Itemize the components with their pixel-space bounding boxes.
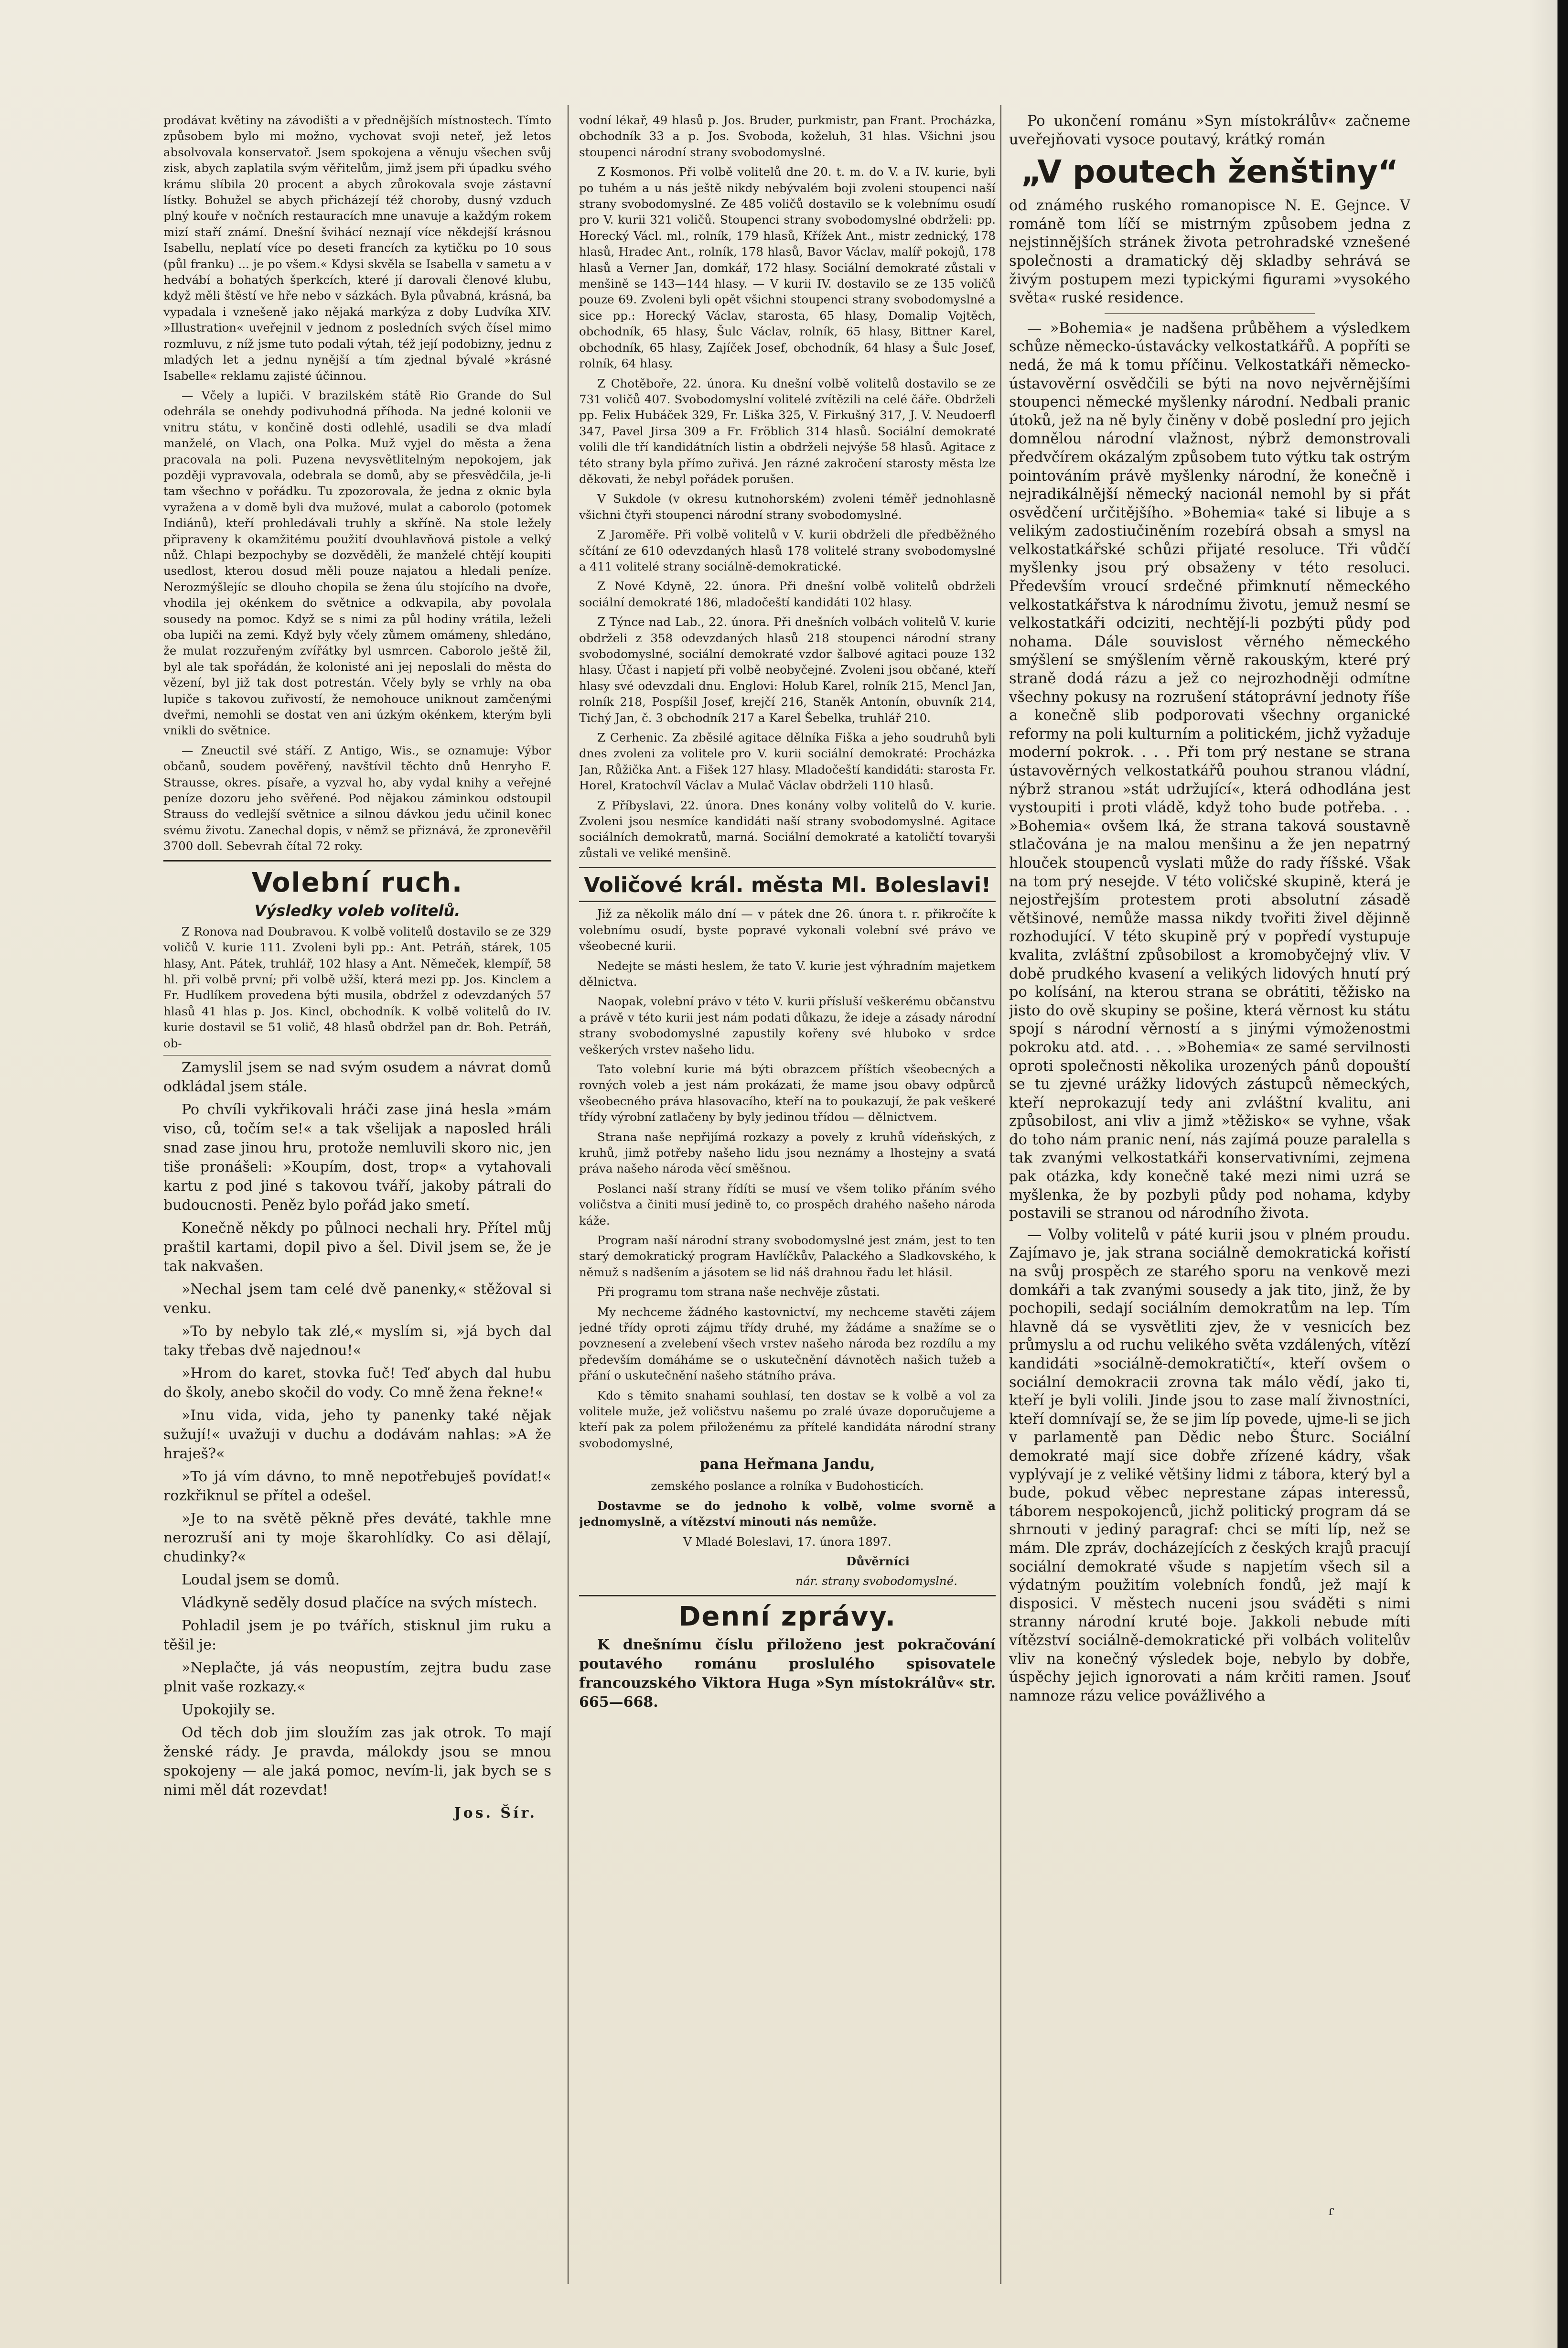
article-text: prodávat květiny na závodišti a v přednějších místnostech. Tímto způsobem bylo mi možno, vychovat svoji neteř, jež letos absolvovala konservatoř. Jsem spokojena a věnuju všechen svůj zisk, abych zaplatila svým věřitelům, jimž jsem při úpadku svého krámu slíbila 20 procent a abych zůrokovala svoje zástavní lístky. Bohužel se abych přicházejí též choroby, dusný vzduch plný kouře v nočních restauracích mne unavuje a každým rokem mizí staří známí. Dnešní švihácí neznají více někdejší krásnou Isabellu, neplatí více po deseti francích za kytičku po 10 sous (půl franku) ... je po všem.« Kdysi skvěla se Isabella v sametu a v hedvábí a bohatých šperkcích, které jí darovali členové klubu, když měli štěstí ve hře nebo v sázkách. Byla půvabná, krásná, ba vypadala i vznešeně jako nějaká markýza z doby Ludvíka XIV. »Illustration« uveřejnil v jednom z posledních svých čísel mimo rozmluvu, z níž jsme tuto podali výtah, též její podobizny, jednu z mladých let a jednu nynější a tím zjednal bývalé »krásné Isabelle« reklamu zajisté účinnou.: [163, 113, 551, 383]
election-result-sukdol: V Sukdole (v okresu kutnohorském) zvoleni téměř jednohlasně všichni čtyři stoupenci národní strany svobodomyslné.: [579, 492, 996, 522]
election-results-ronov: Z Ronova nad Doubravou. K volbě volitelů dostavilo se ze 329 voličů V. kurie 111. Zvoleni byli pp.: Ant. Petráň, stárek, 105 hlasy, Ant. Pátek, truhlář, 102 hlasy a Ant. Němeček, klempíř, 58 hl. při volbě první; při volbě užší, která mezi pp. Jos. Kinclem a Fr. Hudlíkem provedena býti musila, obdržel z odevzdaných 57 hlasů 41 hlas p. Jos. Kincl, obchodník. K volbě volitelů do IV. kurie dostavil se 51 volič, 48 hlasů obdržel pan dr. Boh. Petráň, ob-: [163, 924, 551, 1050]
story-paragraph: Zamyslil jsem se nad svým osudem a návrat domů odkládal jsem stále.: [163, 1059, 551, 1095]
novel-description: od známého ruského romanopisce N. E. Gejnce. V románě tom líčí se mistrným způsobem jedna z nejstinnějších stránek života petrohradské vznešené společnosti a dramatický děj skladby sehrává se živým postupem mezi typickými figurami »vysokého světa« ruské residence.: [1009, 197, 1410, 307]
story-paragraph: Po chvíli vykřikovali hráči zase jiná hesla »mám viso, ců, točím se!« a tak všelijak a naposled hráli snad zase jinou hru, protože nemluvili skoro nic, jen tiše pronášeli: »Koupím, dost, trop« a vytahovali kartu z pod jiné s takovou tváří, jakoby pátrali do budoucnosti. Peněz bylo pořád jako smetí.: [163, 1101, 551, 1214]
appeal-dateline: V Mladé Boleslavi, 17. února 1897.: [683, 1534, 891, 1549]
section-divider: [1105, 313, 1315, 314]
page-fold-shadow: [1529, 0, 1557, 2348]
story-paragraph: »To já vím dávno, to mně nepotřebuješ povídat!« rozkřiknul se přítel a odešel.: [163, 1468, 551, 1504]
candidate-description: zemského poslance a rolníka v Budohosticích.: [651, 1479, 924, 1493]
election-result-chotebor: Z Chotěboře, 22. února. Ku dnešní volbě volitelů dostavilo se ze 731 voličů 407. Svobodomyslní volitelé zvítězili na celé čáře. Obdrželi pp. Felix Hubáček 329, Fr. Liška 325, V. Firkušný 317, J. V. Neudoerfl 347, Pavel Jirsa 309 a Fr. Fröblich 314 hlasů. Sociální demokraté volili dle tří kandidátních listin a obdrželi nejvýše 58 hlasů. Agitace z této strany byla přímo zuřivá. Jen rázné zakročení starosty města lze děkovati, že nebyl pořádek porušen.: [579, 376, 996, 486]
section-divider: [163, 1055, 551, 1056]
section-divider: [163, 860, 551, 862]
story-paragraph: »To by nebylo tak zlé,« myslím si, »já bych dal taky třebas dvě najednou!«: [163, 1323, 551, 1359]
column-rule-right: [1000, 105, 1001, 2284]
story-paragraph: »Hrom do karet, stovka fuč! Teď abych dal hubu do školy, anebo skočil do vody. Co mně žena řekne!«: [163, 1365, 551, 1401]
election-result-jaromer: Z Jaroměře. Při volbě volitelů v V. kurii obdrželi dle předběžného sčítání ze 610 odevzdaných hlasů 178 volitelé strany svobodomyslné a 411 volitelé strany sociálně-demokratické.: [579, 528, 996, 573]
election-result-nova-kdyne: Z Nové Kdyně, 22. února. Při dnešní volbě volitelů obdrželi sociální demokraté 186, mladočeští kandidáti 102 hlasy.: [579, 579, 996, 609]
author-signature: Jos. Šír.: [454, 1804, 537, 1821]
article-bohemia: — »Bohemia« je nadšena průběhem a výsledkem schůze německo-ústavácky velkostatkářů. A popříti se nedá, že má k tomu příčinu. Velkostatkáři německo-ústavověrní osvědčili se býti na novo nejvěrnějšími stoupenci německé myšlenky národní. Nedbali pranic útoků, jež na ně byly činěny v době poslední pro jejich domnělou národní vlažnost, nýbrž demonstrovali předvčírem okázalým způsobem tuto výtku tak ostrým pointováním právě myšlenky národní, že konečně i nejradikálnější německý nacionál nemohl by si přát osvědčení určitějšího. »Bohemia« také si libuje a s velikým zadostiučiněním rozebírá obsah a smysl na velkostatkářské schůzi přijaté resoluce. Tři vůdčí myšlenky jsou prý obsaženy v této resoluci. Především vroucí srdečné přimknutí německého velkostatkářstva k národnímu životu, jemuž nesmí se velkostatkáři odciziti, nechtějí-li pozbýti půdy pod nohama. Dále souvislost věrného německého smýšlení se smýšlením věrně rakouským, které prý straně dodá rázu a jež co nejrozhodněji odmítne všechny pokusy na rozrušení státoprávní jednoty říše a konečně slib podporovati všechny organické reformy na poli kulturním a politickém, jichž vyžaduje moderní pokrok. . . . Při tom prý nestane se strana ústavověrných velkostatkářů pouhou stranou vládní, nýbrž stranou »stát udržující«, která odhodlána jest vystoupiti i proti vládě, když toho bude potřeba. . . »Bohemia« ovšem lká, že strana taková soustavně stlačována je na malou menšinu a že jen nepatrný hlouček stoupenců vyslati může do rady říšské. Však na tom prý nesejde. V této voličské skupině, která je nejostřejším protestem proti absolutní zásadě většinové, nemůže massa nikdy tvořiti živel dějinně rozhodující. V této skupině prý v popředí vystupuje kvalita, zvláštní způsobilost a kromobyčejný vliv. V době prudkého kvasení a velikých lidových hnutí prý po kolísání, na kterou strana se obrátiti, těžisko na jisto do ově skupiny se pošine, která věrnost ku státu spojí s národní věrností a s jinými výmoženostmi pokroku atd. atd. . . . »Bohemia« ze samé servilnosti oproti společnosti několika urozených pánů dopouští se tu zjevné urážky lidových zástupců německých, kteří neprokazují tedy ani zvláštní kvalitu, ani způsobilost, ani vliv a jimž »těžisko« se vyhne, však do toho nám pranic není, nás zajímá pouze paralella s tak zvanými velkostatkáři konservativními, zejmena pak otázka, kdy konečně také mezi nimi uzrá se myšlenka, že by pozbyli půdy pod nohama, kdyby postavili se stranou od národního života.: [1009, 320, 1410, 1222]
appeal-call: Dostavme se do jednoho k volbě, volme svorně a jednomyslně, a vítězství minouti nás nemůže.: [579, 1498, 996, 1529]
binding-edge: [1557, 0, 1568, 2348]
candidate-name: pana Heřmana Jandu,: [699, 1456, 875, 1473]
feuilleton-story: [163, 1058, 551, 1823]
appeal-paragraph: My nechceme žádného kastovnictví, my nechceme stavěti zájem jedné třídy oproti zájmu třídy druhé, my žádáme a snažíme se o povznesení a zvelebení všech vrstev našeho národa bez rozdílu a my především domáháme se o uskutečnění dávnotěch našich tužeb a přání o uskutečnění našeho státního práva.: [579, 1304, 996, 1383]
story-paragraph: Upokojily se.: [182, 1701, 276, 1718]
appeal-paragraph: Naopak, volební právo v této V. kurii přísluší veškerému občanstvu a právě v této kurii jest nám podati důkazu, že ideje a zásady národní strany svobodomyslné zapustily kořeny své hluboko v srdce veškerých vrstev našeho lidu.: [579, 994, 996, 1056]
appeal-paragraph: Poslanci naší strany řídíti se musí ve všem toliko přáním svého voličstva a činiti musí jedině to, co prospěch drahého našeho národa káže.: [579, 1181, 996, 1228]
election-result-kosmonos: Z Kosmonos. Při volbě volitelů dne 20. t. m. do V. a IV. kurie, byli po tuhém a u nás ještě nikdy nebývalém boji zvoleni stoupenci naší strany svobodomyslné. Ze 485 voličů dostavilo se k volebnímu osudí pro V. kurii 321 voličů. Stoupenci strany svobodomyslné obdrželi: pp. Horecký Václ. ml., rolník, 179 hlasů, Křížek Ant., mistr zednický, 178 hlasů, Hradec Ant., rolník, 178 hlasů, Bavor Václav, malíř pokojů, 178 hlasů a Verner Jan, domkář, 172 hlasy. Sociální demokraté zůstali v menšině se 143—144 hlasy. — V kurii IV. dostavilo se ze 135 voličů pouze 69. Zvoleni byli opět všichni stoupenci strany svobodomyslné a sice pp.: Horecký Václav, starosta, 65 hlasy, Domalip Vojtěch, obchodník, 65 hlasy, Šulc Václav, rolník, 65 hlasy, Bittner Karel, obchodník, 65 hlasy, Zajíček Josef, obchodník, 64 hlasy a Šulc Josef, rolník, 64 hlasy.: [579, 165, 996, 371]
print-speck: ɾ: [1328, 2203, 1334, 2219]
story-paragraph: Od těch dob jim sloužím zas jak otrok. To mají ženské rády. Je pravda, málokdy jsou se mnou spokojeny — ale jaká pomoc, nevím-li, jak bych se s nimi měl dát rozevdat!: [163, 1724, 551, 1799]
article-vcely-a-lupici: — Včely a lupiči. V brazilském státě Rio Grande do Sul odehrála se onehdy podivuhodná příhoda. Na jedné kolonii ve vnitru státu, v končině dosti odlehlé, usadili se dva mladí manželé, on Vlach, ona Polka. Muž vyjel do města a žena pracovala na poli. Puzena nevysvětlitelným nepokojem, jak později vypravovala, odebrala se domů, aby se přesvědčila, je-li tam všechno v pořádku. Tu zpozorovala, že jedna z oknic byla vyražena a v domě byli dva mužové, mulat a caborolo (potomek Indiánů), kteří prohledávali truhly a skříně. Na stole ležely připraveny k okamžitému použití dvouhlavňová pistole a velký nůž. Chlapi bezpochyby se dozvěděli, že manželé chtějí koupiti usedlost, kterou dosud měli pouze najatou a hledali peníze. Nerozmýšlejíc se dlouho chopila se žena úlu stojícího na dvoře, vhodila jej okénkem do světnice a odkvapila, aby povolala sousedy na pomoc. Když se s nimi za půl hodiny vrátila, leželi oba lupiči na zemi. Když byly včely zůmem omámeny, shledáno, že mulat rozzuřeným zvířátky byl usmrcen. Caborolo ještě žil, byl ale tak spořádán, že kolonisté ani jej neposlali do města do vězení, byl již tak dost potrestán. Včely byly se vrhly na oba lupiče s takovou zuřivostí, že nemohouce uniknout zamčenými dveřmi, nemohli se dostat ven ani úzkým okénkem, kterým byli vnikli do světnice.: [163, 388, 551, 738]
column-right: [1009, 112, 1410, 2291]
appeal-paragraph: Kdo s těmito snahami souhlasí, ten dostav se k volbě a vol za volitele muže, jež voličstvu našemu po zralé úvaze doporučujeme a kteří pak za polem přiloženému za přítelé kandidáta národní strany svobodomyslné,: [579, 1388, 996, 1450]
election-result-cerhenice: Z Cerhenic. Za zběsilé agitace dělníka Fiška a jeho soudruhů byli dnes zvoleni za volitele pro V. kurii sociální demokraté: Procházka Jan, Růžička Ant. a Fišek 127 hlasy. Mladočeští kandidáti: starosta Fr. Horel, Kratochvíl Václav a Mulač Václav obdrželi 110 hlasů.: [579, 731, 996, 793]
novel-title: „V poutech ženštiny“: [1020, 153, 1399, 191]
section-heading-denni-zpravy: Denní zprávy.: [678, 1601, 897, 1632]
article-zneuctil-sve-stari: — Zneuctil své stáří. Z Antigo, Wis., se oznamuje: Výbor občanů, soudem pověřený, navštívil těchto dnů Henryho F. Strausse, okres. písaře, a vyzval ho, aby vydal knihy a veřejné peníze dozoru jeho svěřené. Pod nějakou záminkou odstoupil Strauss do vedlejší světnice a silnou dávkou jedu učinil konec svému životu. Zanechal dopis, v němž se přiznává, že zpronevěřil 3700 doll. Sebevrah čítal 72 roky.: [163, 743, 551, 853]
section-heading-volicove: Voličové král. města Ml. Boleslavi!: [579, 872, 996, 902]
election-result-tynec: Z Týnce nad Lab., 22. února. Při dnešních volbách volitelů V. kurie obdrželi z 358 odevzdaných hlasů 218 stoupenci národní strany svobodomyslné, sociální demokraté vzdor šalbové agitaci pouze 132 hlasy. Účast i napjetí při volbě neobyčejné. Zvoleni jsou občané, kteří hlasy své odevzdali dnu. Englovi: Holub Karel, rolník 215, Mencl Jan, rolník 218, Pospíšil Josef, krejčí 216, Staněk Antonín, obuvník 214, Tichý Jan, č. 3 obchodník 217 a Karel Šebelka, truhlář 210.: [579, 615, 996, 725]
appeal-paragraph: Nedejte se másti heslem, že tato V. kurie jest výhradním majetkem dělnictva.: [579, 959, 996, 989]
appeal-paragraph: Strana naše nepřijímá rozkazy a povely z kruhů vídeňských, z kruhů, jimž potřeby našeho lidu jsou neznámy a lhostejny a svatá práva našeho národa věcí směšnou.: [579, 1130, 996, 1176]
novel-announcement: Po ukončení románu »Syn místokrálův« začneme uveřejňovati vysoce poutavý, krátký román: [1009, 113, 1410, 148]
appeal-signatory-party: nár. strany svobodomyslné.: [795, 1574, 957, 1588]
story-paragraph: Pohladil jsem je po tvářích, stisknul jim ruku a těšil je:: [163, 1617, 551, 1653]
appeal-signatory: Důvěrníci: [846, 1554, 910, 1568]
story-paragraph: »Je to na světě pěkně přes deváté, takhle mne nerozruší ani ty moje škarohlídky. Co asi dělají, chudinky?«: [163, 1510, 551, 1565]
article-volby-volitelu: — Volby volitelů v páté kurii jsou v plném proudu. Zajímavo je, jak strana sociálně demokratická kořistí na svůj prospěch ze starého sporu na venkově mezi domkáři a tak zvanými sousedy a jak tito, jinž, že by pochopili, sedají sociálním demokratům na lep. Tím hlavně dá se vysvětliti zjev, že v vesnicích bez průmyslu a od ruchu velikého světa vzdálených, vítězí kandidáti »sociálně-demokratičtí«, kteří ovšem o sociální demokracii zrovna tak málo vědí, jako ti, kteří je byli volili. Jinde jsou to zase malí živnostníci, kteří domnívají se, že se jim líp povede, ujme-li se jich v parlamentě pan Dědic nebo Šturc. Sociální demokraté mají sice dobře zřízené kádry, však vyplývají je z veliké většiny lidmi z tábora, který byl a bude, pokud věbec neprestane zápas interessů, táborem nespokojenců, jichž politický program dá se shrnouti v jediný paragraf: chci se míti líp, než se mám. Dle zpráv, docházejících z českých krajů pracují sociální demokraté všude s napjetím všech sil a výdatným použitím volebních fondů, jež mají k disposici. V městech nuceni jsou sváděti s nimi stranny národní kruté boje. Jakkoli nebude míti vítězství sociálně-demokratické při volbách volitelův vliv na konečný výsledek boje, nebylo by dobře, úspěchy jejich ignorovati a nám krčiti ramen. Jsouť namnoze rázu velice povážlivého a: [1009, 1226, 1410, 1704]
story-paragraph: Loudal jsem se domů.: [182, 1571, 340, 1588]
column-rule-left: [568, 105, 569, 2284]
election-result: vodní lékař, 49 hlasů p. Jos. Bruder, purkmistr, pan Frant. Procházka, obchodník 33 a p. Jos. Svoboda, koželuh, 31 hlas. Všichni jsou stoupenci národní strany svobodomyslné.: [579, 113, 996, 159]
appeal-paragraph: Při programu tom strana naše nechvěje zůstati.: [597, 1285, 880, 1299]
section-divider: [579, 867, 996, 868]
story-paragraph: Vládkyně seděly dosud plačíce na svých místech.: [182, 1594, 537, 1611]
section-divider: [579, 1595, 996, 1596]
appeal-paragraph: Program naší národní strany svobodomyslné jest znám, jest to ten starý demokratický program Havlíčkův, Palackého a Sladkovského, k němuž s nadšením a jásotem se lid náš drahnou řadu let hlásil.: [579, 1233, 996, 1279]
daily-news-notice: K dnešnímu číslu přiloženo jest pokračování poutavého románu proslulého spisovatele francouzského Viktora Huga »Syn místokrálův« str. 665—668.: [579, 1636, 996, 1711]
story-paragraph: »Neplačte, já vás neopustím, zejtra budu zase plnit vaše rozkazy.«: [163, 1659, 551, 1695]
story-paragraph: Konečně někdy po půlnoci nechali hry. Přítel můj praštil kartami, dopil pivo a šel. Divil jsem se, že je tak nakvašen.: [163, 1219, 551, 1275]
election-result-pribyslav: Z Příbyslavi, 22. února. Dnes konány volby volitelů do V. kurie. Zvoleni jsou nesmíce kandidáti naší strany svobodomyslné. Agitace sociálních demokratů, marná. Sociální demokraté a katoličtí tovaryši zůstali ve veliké menšině.: [579, 798, 996, 860]
appeal-paragraph: Již za několik málo dní — v pátek dne 26. února t. r. přikročíte k volebnímu osudí, byste popravé vykonali volební své právo ve všeobecné kurii.: [579, 907, 996, 953]
section-heading-volebni-ruch: Volební ruch.: [251, 867, 463, 898]
story-paragraph: »Inu vida, vida, jeho ty panenky také nějak sužují!« uvažuji v duchu a dodávám nahlas: »A že hraješ?«: [163, 1407, 551, 1462]
subheading-vysledky-voleb: Výsledky voleb volitelů.: [254, 901, 461, 920]
story-paragraph: »Nechal jsem tam celé dvě panenky,« stěžoval si venku.: [163, 1281, 551, 1317]
column-middle: [579, 112, 996, 2291]
column-left: [163, 112, 551, 2291]
appeal-paragraph: Tato volební kurie má býti obrazcem příštích všeobecných a rovných voleb a jest nám prokázati, že mame jsou obavy odpůrců všeobecného práva hlasovacího, kteří na to poukazují, že pak veškeré třídy výrobní zatlačeny by byly jedinou třídou — dělnictvem.: [579, 1062, 996, 1124]
